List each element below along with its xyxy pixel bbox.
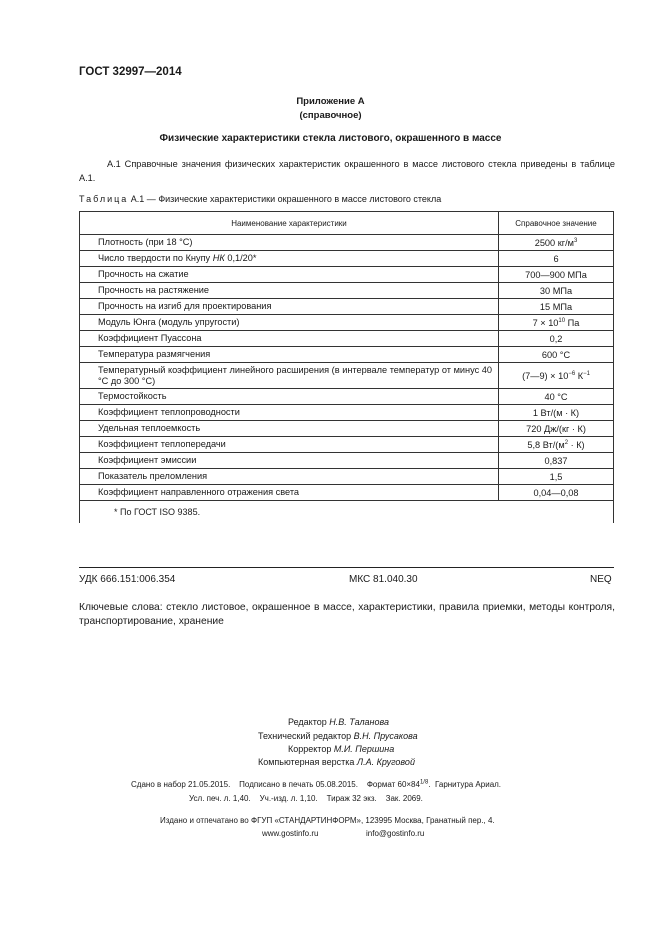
table-row	[80, 469, 614, 485]
appendix-type: (справочное)	[299, 110, 362, 121]
footnote-row	[80, 501, 614, 523]
reference-value	[499, 283, 614, 299]
appendix-title: Физические характеристики стекла листового, окрашенного в массе	[159, 133, 502, 144]
value-text: 0,837	[544, 455, 568, 466]
publisher-line: Издано и отпечатано во ФГУП «СТАНДАРТИНФОРМ», 123995 Москва, Гранатный пер., 4.	[160, 816, 495, 825]
characteristic-name: Коэффициент Пуассона	[80, 331, 499, 347]
reference-value	[499, 485, 614, 501]
reference-value	[499, 453, 614, 469]
characteristic-name: Модуль Юнга (модуль упругости)	[80, 315, 499, 331]
value-text: 30 МПа	[539, 285, 573, 296]
table-caption-text: Физические характеристики окрашенного в массе листового стекла	[158, 194, 442, 204]
credit-person: В.Н. Прусакова	[353, 731, 418, 741]
value-text: 7 × 10	[532, 317, 559, 328]
credit-corrector	[288, 744, 394, 754]
value-text: 600 °С	[541, 349, 571, 360]
characteristic-name: Температурный коэффициент линейного расширения (в интервале температур от минус 40 °С до 300 °С)	[80, 363, 499, 389]
table-row	[80, 347, 614, 363]
credit-tech-editor	[258, 731, 418, 741]
reference-value	[499, 315, 614, 331]
table-caption-number: А.1 —	[128, 194, 159, 204]
intro-paragraph: А.1 Справочные значения физических характеристик окрашенного в массе листового стекла приведены в таблице А.1.	[79, 159, 615, 183]
table-caption	[79, 194, 441, 204]
imprint-text: . Гарнитура Ариал.	[428, 780, 502, 789]
table-body	[80, 235, 614, 523]
characteristic-name: Прочность на сжатие	[80, 267, 499, 283]
reference-value	[499, 267, 614, 283]
format-fraction: 1/8	[419, 779, 429, 786]
table-row	[80, 235, 614, 251]
udk-code: УДК 666.151:006.354	[79, 574, 176, 585]
characteristic-name	[80, 251, 499, 267]
value-text: 6	[553, 253, 559, 264]
table-row	[80, 437, 614, 453]
characteristics-table	[79, 211, 614, 523]
value-text: 40 °С	[544, 391, 568, 402]
table-row	[80, 251, 614, 267]
characteristic-name: Коэффициент направленного отражения света	[80, 485, 499, 501]
appendix-label: Приложение А	[296, 96, 365, 107]
reference-value	[499, 251, 614, 267]
value-text: 1,5	[549, 471, 563, 482]
table-row	[80, 389, 614, 405]
keywords: Ключевые слова: стекло листовое, окрашенное в массе, характеристики, правила приемки, методы контроля, транспортирование, хранение	[79, 602, 615, 627]
characteristic-name: Температура размягчения	[80, 347, 499, 363]
name-part-italic: НК	[212, 253, 225, 263]
reference-value	[499, 437, 614, 453]
characteristic-name: Удельная теплоемкость	[80, 421, 499, 437]
value-text: 720 Дж/(кг · К)	[526, 423, 586, 434]
credit-layout	[258, 757, 415, 767]
value-exponent: 10	[558, 317, 566, 324]
reference-value	[499, 331, 614, 347]
value-text: Па	[565, 317, 580, 328]
column-header-name: Наименование характеристики	[80, 212, 499, 235]
credit-editor	[288, 717, 389, 727]
credit-role: Редактор	[288, 717, 327, 727]
value-text: 1 Вт/(м · К)	[532, 407, 580, 418]
characteristic-name: Коэффициент теплопроводности	[80, 405, 499, 421]
table-header-row	[80, 212, 614, 235]
credit-person: М.И. Першина	[333, 744, 395, 754]
characteristic-name: Плотность (при 18 °С)	[80, 235, 499, 251]
reference-value	[499, 347, 614, 363]
reference-value	[499, 363, 614, 389]
value-text: (7—9) × 10	[522, 370, 569, 381]
value-text: · К)	[568, 439, 585, 450]
table-row	[80, 299, 614, 315]
value-exponent: −6	[568, 370, 576, 377]
value-exponent: 2	[564, 439, 569, 446]
value-text: 15 МПа	[539, 301, 573, 312]
value-exponent: −1	[583, 370, 590, 377]
value-text: 0,04—0,08	[533, 487, 579, 498]
characteristic-name: Прочность на растяжение	[80, 283, 499, 299]
name-part: 0,1/20*	[224, 253, 257, 263]
value-text: 0,2	[549, 333, 563, 344]
characteristic-name: Коэффициент теплопередачи	[80, 437, 499, 453]
characteristic-name: Показатель преломления	[80, 469, 499, 485]
table-row	[80, 267, 614, 283]
credit-role: Компьютерная верстка	[258, 757, 355, 767]
website-link[interactable]: www.gostinfo.ru	[262, 829, 319, 838]
email-link[interactable]: info@gostinfo.ru	[366, 829, 425, 838]
reference-value	[499, 405, 614, 421]
table-row	[80, 421, 614, 437]
reference-value	[499, 389, 614, 405]
table-footnote: * По ГОСТ ISO 9385.	[80, 501, 614, 523]
table-row	[80, 363, 614, 389]
name-part: Число твердости по Кнупу	[98, 253, 213, 263]
credit-person: Н.В. Таланова	[329, 717, 390, 727]
table-row	[80, 485, 614, 501]
characteristic-name: Коэффициент эмиссии	[80, 453, 499, 469]
value-text: 5,8 Вт/(м	[527, 439, 565, 450]
credit-role: Технический редактор	[258, 731, 352, 741]
neq-mark: NEQ	[590, 574, 612, 585]
imprint-text: Сдано в набор 21.05.2015. Подписано в печать 05.08.2015. Формат 60×84	[131, 780, 420, 789]
standard-number: ГОСТ 32997—2014	[79, 66, 182, 78]
imprint-line-1	[131, 780, 501, 789]
reference-value	[499, 299, 614, 315]
credit-role: Корректор	[288, 744, 332, 754]
reference-value	[499, 469, 614, 485]
value-text: 2500 кг/м	[534, 237, 574, 248]
table-caption-prefix: Таблица	[79, 194, 129, 204]
table-row	[80, 283, 614, 299]
value-text: К	[575, 370, 584, 381]
reference-value	[499, 235, 614, 251]
characteristic-name: Прочность на изгиб для проектирования	[80, 299, 499, 315]
mks-code: МКС 81.040.30	[349, 574, 418, 585]
credit-person: Л.А. Круговой	[356, 757, 415, 767]
table-row	[80, 405, 614, 421]
value-exponent: 3	[573, 237, 578, 244]
table-row	[80, 315, 614, 331]
table-row	[80, 453, 614, 469]
imprint-line-2: Усл. печ. л. 1,40. Уч.-изд. л. 1,10. Тираж 32 экз. Зак. 2069.	[189, 794, 423, 803]
table-row	[80, 331, 614, 347]
divider-line	[79, 567, 614, 568]
value-text: 700—900 МПа	[525, 269, 587, 280]
characteristic-name: Термостойкость	[80, 389, 499, 405]
reference-value	[499, 421, 614, 437]
column-header-value: Справочное значение	[499, 212, 614, 235]
